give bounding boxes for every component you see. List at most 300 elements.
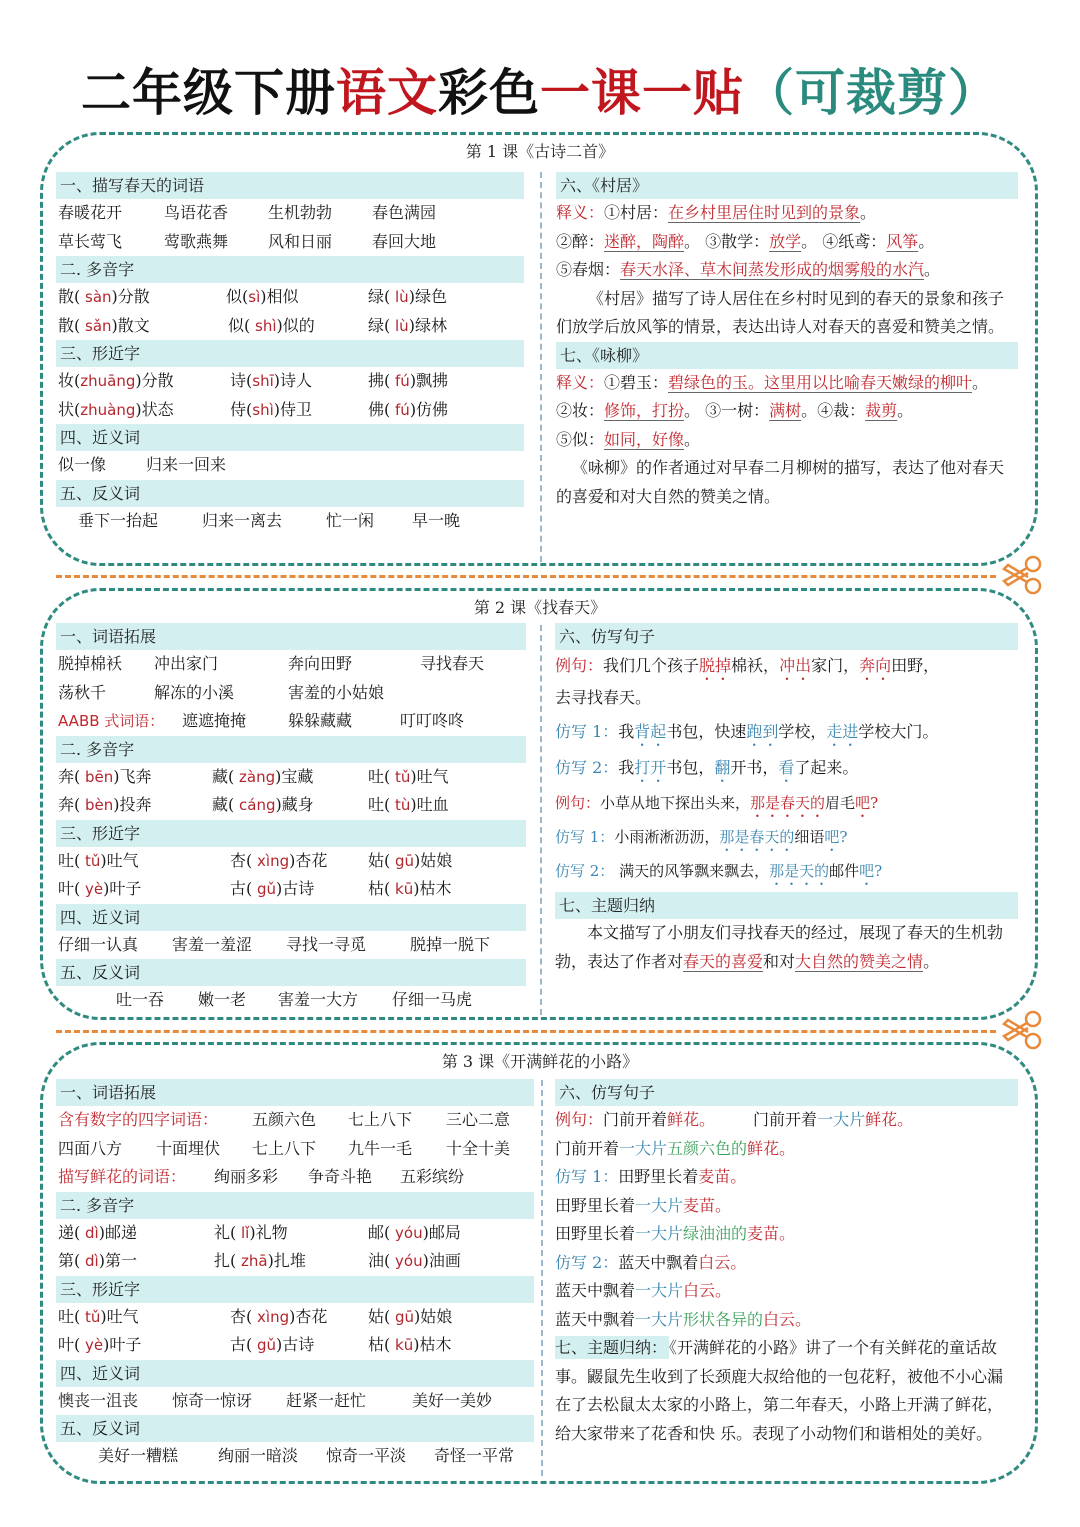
word: )吐气 xyxy=(100,850,139,870)
word: 莺歌燕舞 xyxy=(164,231,229,251)
example-sentence xyxy=(555,1135,1018,1164)
char: 叶( xyxy=(58,879,81,898)
word-pair: 早一晚 xyxy=(412,510,461,530)
char: 叶( xyxy=(58,1335,81,1354)
similar-char-row xyxy=(56,367,524,396)
definition-row xyxy=(556,256,1018,285)
pinyin: yè xyxy=(80,1336,104,1354)
section-heading: 五、反义词 xyxy=(56,1415,534,1442)
word-row xyxy=(56,650,526,679)
punct: 。 xyxy=(684,429,701,449)
word: )绿色 xyxy=(408,287,447,306)
section-heading: 二. 多音字 xyxy=(56,736,526,763)
imitation-sentence xyxy=(555,1277,1018,1306)
pinyin: bèn xyxy=(80,796,114,814)
term: 。 ③散学： xyxy=(684,231,770,251)
quantifier: 一大片 xyxy=(635,1309,684,1329)
section-heading: 七、主题归纳： xyxy=(555,1338,668,1357)
aabb-row xyxy=(56,707,526,736)
pinyin: lù xyxy=(390,316,409,335)
keyword: 鲜花。 xyxy=(667,1110,716,1129)
word: 九牛一毛 xyxy=(348,1138,413,1158)
polyphone-row xyxy=(56,763,526,792)
word: )吐气 xyxy=(100,1306,139,1326)
text: 田野里长着 xyxy=(555,1224,636,1243)
pinyin: dì xyxy=(80,1252,99,1270)
text: 小草从地下探出头来， xyxy=(600,794,751,812)
word: 十全十美 xyxy=(446,1138,511,1158)
word: )枯木 xyxy=(413,879,452,898)
word: 鸟语花香 xyxy=(164,203,229,222)
word-pair: 奇怪一平常 xyxy=(434,1446,515,1465)
text: 我 xyxy=(618,722,635,741)
definition-row xyxy=(556,397,1018,426)
summary-paragraph: 《咏柳》的作者通过对早春二月柳树的描写，表达了他对春天的喜爱和对大自然的赞美之情。 xyxy=(556,458,1005,506)
polyphone-row xyxy=(56,791,526,820)
word: )吐血 xyxy=(410,795,449,814)
text: 我 xyxy=(618,758,635,777)
label: 仿写 2： xyxy=(555,1252,619,1272)
word: 寻找春天 xyxy=(420,654,485,673)
word: 四面八方 xyxy=(58,1138,123,1158)
keyword: 鲜花。 xyxy=(747,1138,796,1158)
definition-row xyxy=(556,426,1018,455)
word: 五彩缤纷 xyxy=(400,1167,465,1186)
char: 礼( xyxy=(214,1222,237,1242)
lesson-3-right xyxy=(555,1079,1018,1448)
word-pair: 绚丽一暗淡 xyxy=(218,1446,299,1465)
definition: 风筝 xyxy=(886,231,919,251)
word-pair: 归来一回来 xyxy=(146,455,227,474)
definition: 放学 xyxy=(769,231,802,251)
word: )杏花 xyxy=(289,850,328,870)
pinyin: zhuàng xyxy=(80,400,136,419)
section-heading: 一、词语拓展 xyxy=(56,1079,534,1106)
word: )分散 xyxy=(111,287,150,306)
synonym-row xyxy=(56,1387,534,1416)
definition-row xyxy=(556,199,1018,228)
word-pair: 仔细一认真 xyxy=(58,934,139,954)
keyword: 翻 xyxy=(714,758,731,777)
word-pair: 惊奇一平淡 xyxy=(326,1446,407,1465)
char: 奔( xyxy=(58,795,81,814)
word: )飞奔 xyxy=(113,766,152,786)
lesson-2-left xyxy=(56,623,526,1015)
word: )古诗 xyxy=(276,879,315,898)
word-pair: 似一像 xyxy=(58,455,107,474)
pinyin: tù xyxy=(390,796,411,814)
section-heading: 三、形近字 xyxy=(56,820,526,847)
pinyin: shì xyxy=(252,400,274,419)
summary-paragraph xyxy=(555,1334,1018,1448)
word: )油画 xyxy=(422,1251,461,1270)
word-pair: 美好一美妙 xyxy=(412,1390,493,1410)
word: )叶子 xyxy=(103,879,142,898)
section-heading: 一、词语拓展 xyxy=(56,623,526,650)
pinyin: sì xyxy=(248,288,261,306)
word-row xyxy=(56,1163,534,1192)
column-divider xyxy=(540,172,542,562)
text: 学校大门。 xyxy=(858,722,939,741)
pinyin: gū xyxy=(390,851,415,870)
definition: 迷醉，陶醉 xyxy=(604,231,685,251)
term: ⑤春烟： xyxy=(556,260,621,279)
pinyin: kū xyxy=(390,1336,414,1354)
label: 仿写 1： xyxy=(555,1167,619,1186)
word: )第一 xyxy=(98,1251,137,1270)
imitation-sentence xyxy=(555,1163,1018,1192)
keyword: 冲出 xyxy=(779,656,812,675)
char: 古( xyxy=(230,879,253,898)
section-heading: 二. 多音字 xyxy=(56,1192,534,1219)
text: 细语 xyxy=(794,828,825,846)
pinyin: yè xyxy=(80,880,104,898)
text: 。 xyxy=(923,951,940,971)
keyword: 那是春天的 xyxy=(750,794,826,812)
char: 绿( xyxy=(368,287,391,306)
char: 绿( xyxy=(368,315,391,335)
keyword: 跑到 xyxy=(746,722,779,741)
word: )古诗 xyxy=(276,1335,315,1354)
label: 仿写 1： xyxy=(555,828,615,846)
label: 例句： xyxy=(555,1110,604,1129)
modifier: 五颜六色的 xyxy=(667,1138,748,1158)
similar-char-row xyxy=(56,847,526,876)
word: 遮遮掩掩 xyxy=(182,711,247,730)
section-heading: 六、仿写句子 xyxy=(555,1079,1018,1106)
text: 蓝天中飘着 xyxy=(618,1252,699,1272)
word-pair: 归来一离去 xyxy=(202,510,283,530)
word: 冲出家门 xyxy=(154,654,219,673)
word: 躲躲藏藏 xyxy=(288,711,353,730)
term: ②妆： xyxy=(556,401,605,420)
antonym-row xyxy=(56,986,526,1015)
char: 枯( xyxy=(368,879,391,898)
char: 佛( xyxy=(368,399,391,419)
term: ①村居： xyxy=(604,203,669,222)
char: 吐( xyxy=(368,795,391,814)
word-pair: 寻找一寻觅 xyxy=(286,934,367,954)
pinyin: sàn xyxy=(80,288,112,306)
keyword: 麦苗。 xyxy=(747,1224,796,1243)
keyword: 鲜花。 xyxy=(865,1110,914,1129)
pinyin: sǎn xyxy=(80,316,112,335)
pinyin: yóu xyxy=(390,1223,423,1242)
keyword: 那是天的 xyxy=(769,862,830,880)
term: 。 ④纸鸢： xyxy=(801,231,887,251)
section-heading: 四、近义词 xyxy=(56,424,524,451)
quantifier: 一大片 xyxy=(619,1138,668,1158)
text: 棉袄， xyxy=(731,656,780,675)
word: )仿佛 xyxy=(409,399,449,419)
synonym-row xyxy=(56,451,524,480)
word: )扎堆 xyxy=(267,1251,306,1270)
highlight: 春天的喜爱 xyxy=(683,951,764,971)
char: 吐( xyxy=(58,1306,81,1326)
text: 门前开着 xyxy=(603,1110,668,1129)
lesson-3-left xyxy=(56,1079,534,1471)
keyword: 走进 xyxy=(826,722,859,741)
section-heading: 七、《咏柳》 xyxy=(556,342,1018,369)
word: )礼物 xyxy=(249,1222,288,1242)
pinyin: fú xyxy=(390,372,410,390)
pinyin: zhā xyxy=(236,1252,268,1270)
keyword: 吧? xyxy=(824,828,848,846)
text: 田野里长着 xyxy=(618,1167,699,1186)
word: )枯木 xyxy=(413,1335,452,1354)
word: 奔向田野 xyxy=(288,654,353,673)
keyword: 麦苗。 xyxy=(698,1167,747,1186)
char: 杏( xyxy=(230,850,253,870)
imitation-sentence xyxy=(555,1306,1018,1335)
quantifier: 一大片 xyxy=(635,1281,684,1300)
text: 门前开着 xyxy=(555,1138,620,1158)
word: )邮递 xyxy=(98,1222,137,1242)
quantifier: 一大片 xyxy=(635,1195,684,1215)
section-heading: 一、描写春天的词语 xyxy=(56,172,524,199)
word-pair: 垂下一抬起 xyxy=(78,510,159,530)
word: )分散 xyxy=(135,371,174,390)
imitation-sentence xyxy=(555,714,1018,750)
char: 姑( xyxy=(368,1306,391,1326)
summary-paragraph xyxy=(555,919,1018,976)
term: ①碧玉： xyxy=(604,372,669,392)
word: 绚丽多彩 xyxy=(214,1167,279,1186)
similar-char-row xyxy=(56,1331,534,1360)
text: 了起来。 xyxy=(794,758,859,777)
char: 油( xyxy=(368,1251,391,1270)
synonym-row xyxy=(56,931,526,960)
keyword: 那是春天的 xyxy=(719,828,795,846)
pinyin: shī xyxy=(252,372,274,390)
polyphone-row xyxy=(56,1219,534,1248)
example-sentence xyxy=(555,1106,1018,1135)
keyword: 脱掉 xyxy=(699,656,732,675)
keyword: 吧? xyxy=(855,794,879,812)
char: 藏( xyxy=(212,795,235,814)
text: 邮件 xyxy=(829,862,860,880)
punct: 。 xyxy=(972,372,989,392)
term: ②醉： xyxy=(556,231,605,251)
word-pair: 脱掉一脱下 xyxy=(410,934,491,954)
text: 本文描写了小朋友们寻找春天的经过，展现了春天的生机勃勃，表达了作者对 xyxy=(555,923,1004,971)
definition: 在乡村里居住时见到的景象 xyxy=(668,203,861,222)
section-heading: 三、形近字 xyxy=(56,1276,534,1303)
word: 春暖花开 xyxy=(58,203,123,222)
word-pair: 仔细一马虎 xyxy=(392,990,473,1009)
word: 脱掉棉袄 xyxy=(58,654,123,673)
imitation-sentence xyxy=(555,750,1018,786)
word: )姑娘 xyxy=(414,1306,453,1326)
polyphone-row xyxy=(56,283,524,312)
char: 姑( xyxy=(368,850,391,870)
char: 邮( xyxy=(368,1222,391,1242)
pinyin: gū xyxy=(390,1307,415,1326)
imitation-sentence xyxy=(555,1249,1018,1278)
definition-row xyxy=(556,228,1018,257)
keyword: 打开 xyxy=(634,758,667,777)
word-row xyxy=(56,1106,534,1135)
text: 书包， xyxy=(666,758,715,777)
label: 例句： xyxy=(555,794,601,812)
word: 七上八下 xyxy=(252,1138,317,1158)
category-label: 描写鲜花的词语： xyxy=(58,1167,187,1186)
char: 散( xyxy=(58,287,81,306)
definition: 春天水泽、草木间蒸发形成的烟雾般的水汽 xyxy=(620,260,925,279)
word: 七上八下 xyxy=(348,1110,413,1129)
scissors-icon xyxy=(998,1010,1044,1050)
word: )状态 xyxy=(135,399,174,419)
punct: 。 xyxy=(924,260,941,279)
example-sentence xyxy=(555,650,1018,682)
char: 拂( xyxy=(368,371,391,390)
antonym-row xyxy=(56,507,524,536)
char: 奔( xyxy=(58,766,81,786)
category-label: 含有数字的四字词语： xyxy=(58,1110,219,1129)
word: )邮局 xyxy=(422,1222,461,1242)
word-pair: 吐一吞 xyxy=(116,990,165,1009)
example-sentence xyxy=(555,786,1018,820)
label: 仿写 1： xyxy=(555,722,619,741)
modifier: 形状各异的 xyxy=(683,1309,764,1329)
word: 风和日丽 xyxy=(268,231,333,251)
keyword: 吧? xyxy=(859,862,883,880)
text: 蓝天中飘着 xyxy=(555,1281,636,1300)
column-divider xyxy=(540,625,542,1015)
pinyin: xìng xyxy=(252,851,290,870)
word: )藏身 xyxy=(275,795,314,814)
keyword: 背起 xyxy=(634,722,667,741)
lesson-1-left xyxy=(56,172,524,535)
word: )相似 xyxy=(260,287,299,306)
pinyin: yóu xyxy=(390,1252,423,1270)
pinyin: zàng xyxy=(234,767,276,786)
text: 开书， xyxy=(730,758,779,777)
cut-line xyxy=(56,1030,996,1033)
word-pair: 忙一闲 xyxy=(326,510,375,530)
char: 似( xyxy=(226,287,249,306)
pinyin: tǔ xyxy=(80,851,101,870)
word: 生机勃勃 xyxy=(268,203,333,222)
pinyin: cáng xyxy=(234,796,276,814)
word: )散文 xyxy=(111,315,150,335)
pinyin: bēn xyxy=(80,767,114,786)
title-part-color: 彩色 xyxy=(438,64,540,122)
similar-char-row xyxy=(56,396,524,425)
lesson-1-right xyxy=(556,172,1018,511)
label: 释义： xyxy=(556,203,605,222)
char: 递( xyxy=(58,1222,81,1242)
word: )侍卫 xyxy=(273,399,312,419)
section-heading: 四、近义词 xyxy=(56,1360,534,1387)
pinyin: tǔ xyxy=(80,1307,101,1326)
char: 第( xyxy=(58,1251,81,1270)
char: 藏( xyxy=(212,766,235,786)
text: 和对 xyxy=(763,951,796,971)
char: 诗( xyxy=(230,371,253,390)
quantifier: 一大片 xyxy=(635,1224,684,1243)
quantifier: 一大片 xyxy=(817,1110,866,1129)
char: 妆( xyxy=(58,371,81,390)
punct: 。 xyxy=(897,401,914,420)
word: )吐气 xyxy=(410,766,449,786)
word: 争奇斗艳 xyxy=(308,1167,373,1186)
term: 。④裁： xyxy=(801,401,866,420)
word: 十面埋伏 xyxy=(156,1138,221,1158)
pinyin: kū xyxy=(390,880,414,898)
title-part-cuttable: （可裁剪） xyxy=(744,64,999,122)
word: 草长莺飞 xyxy=(58,231,123,251)
title-part-lesson: 一课一贴 xyxy=(540,64,744,122)
word-pair: 惊奇一惊讶 xyxy=(172,1390,253,1410)
section-heading: 五、反义词 xyxy=(56,480,524,507)
char: 吐( xyxy=(368,766,391,786)
char: 散( xyxy=(58,315,81,335)
word-pair: 嫩一老 xyxy=(198,990,247,1009)
pinyin: gǔ xyxy=(252,1336,277,1354)
word: )诗人 xyxy=(273,371,312,390)
keyword: 看 xyxy=(778,758,795,777)
similar-char-row xyxy=(56,1303,534,1332)
pinyin: lǐ xyxy=(236,1223,250,1242)
definition-row xyxy=(556,369,1018,398)
text: 小雨淅淅沥沥， xyxy=(614,828,720,846)
word-pair: 赶紧一赶忙 xyxy=(286,1390,367,1410)
section-heading: 二. 多音字 xyxy=(56,256,524,283)
term: ⑤似： xyxy=(556,429,605,449)
char: 状( xyxy=(58,399,81,419)
lesson-3-header: 第 3 课《开满鲜花的小路》 xyxy=(441,1052,639,1071)
text: 门前开着 xyxy=(753,1110,818,1129)
definition: 满树 xyxy=(769,401,802,420)
pinyin: gǔ xyxy=(252,880,277,898)
word: )叶子 xyxy=(103,1335,142,1354)
pinyin: lù xyxy=(390,288,409,306)
word: )似的 xyxy=(276,315,315,335)
pinyin: fú xyxy=(390,400,410,419)
imitation-sentence xyxy=(555,1192,1018,1221)
definition: 如同，好像 xyxy=(604,429,685,449)
pinyin: shì xyxy=(250,316,277,335)
title-part-grade: 二年级下册 xyxy=(81,64,336,122)
keyword: 白云。 xyxy=(683,1281,732,1300)
modifier: 绿油油的 xyxy=(683,1224,748,1243)
text: 眉毛 xyxy=(825,794,856,812)
word-pair: 害羞一羞涩 xyxy=(172,934,253,954)
keyword: 麦苗。 xyxy=(683,1195,732,1215)
word: )姑娘 xyxy=(414,850,453,870)
punct: 。 xyxy=(860,203,877,222)
word-row xyxy=(56,1135,534,1164)
word: 解冻的小溪 xyxy=(154,682,235,702)
word: )宝藏 xyxy=(275,766,314,786)
word-pair: 美好一糟糕 xyxy=(98,1446,179,1465)
word-row xyxy=(56,228,524,257)
pinyin: dì xyxy=(80,1223,99,1242)
word: )飘拂 xyxy=(409,371,449,390)
section-heading: 六、《村居》 xyxy=(556,172,1018,199)
text: 家门， xyxy=(811,656,860,675)
column-divider xyxy=(541,1080,543,1476)
word: 三心二意 xyxy=(446,1110,511,1129)
page-title xyxy=(0,58,1080,128)
section-heading: 四、近义词 xyxy=(56,904,526,931)
word-pair: 懊丧一沮丧 xyxy=(58,1390,139,1410)
char: 杏( xyxy=(230,1306,253,1326)
word: 春色满园 xyxy=(372,203,437,222)
text: 蓝天中飘着 xyxy=(555,1309,636,1329)
word: 荡秋千 xyxy=(58,682,107,702)
